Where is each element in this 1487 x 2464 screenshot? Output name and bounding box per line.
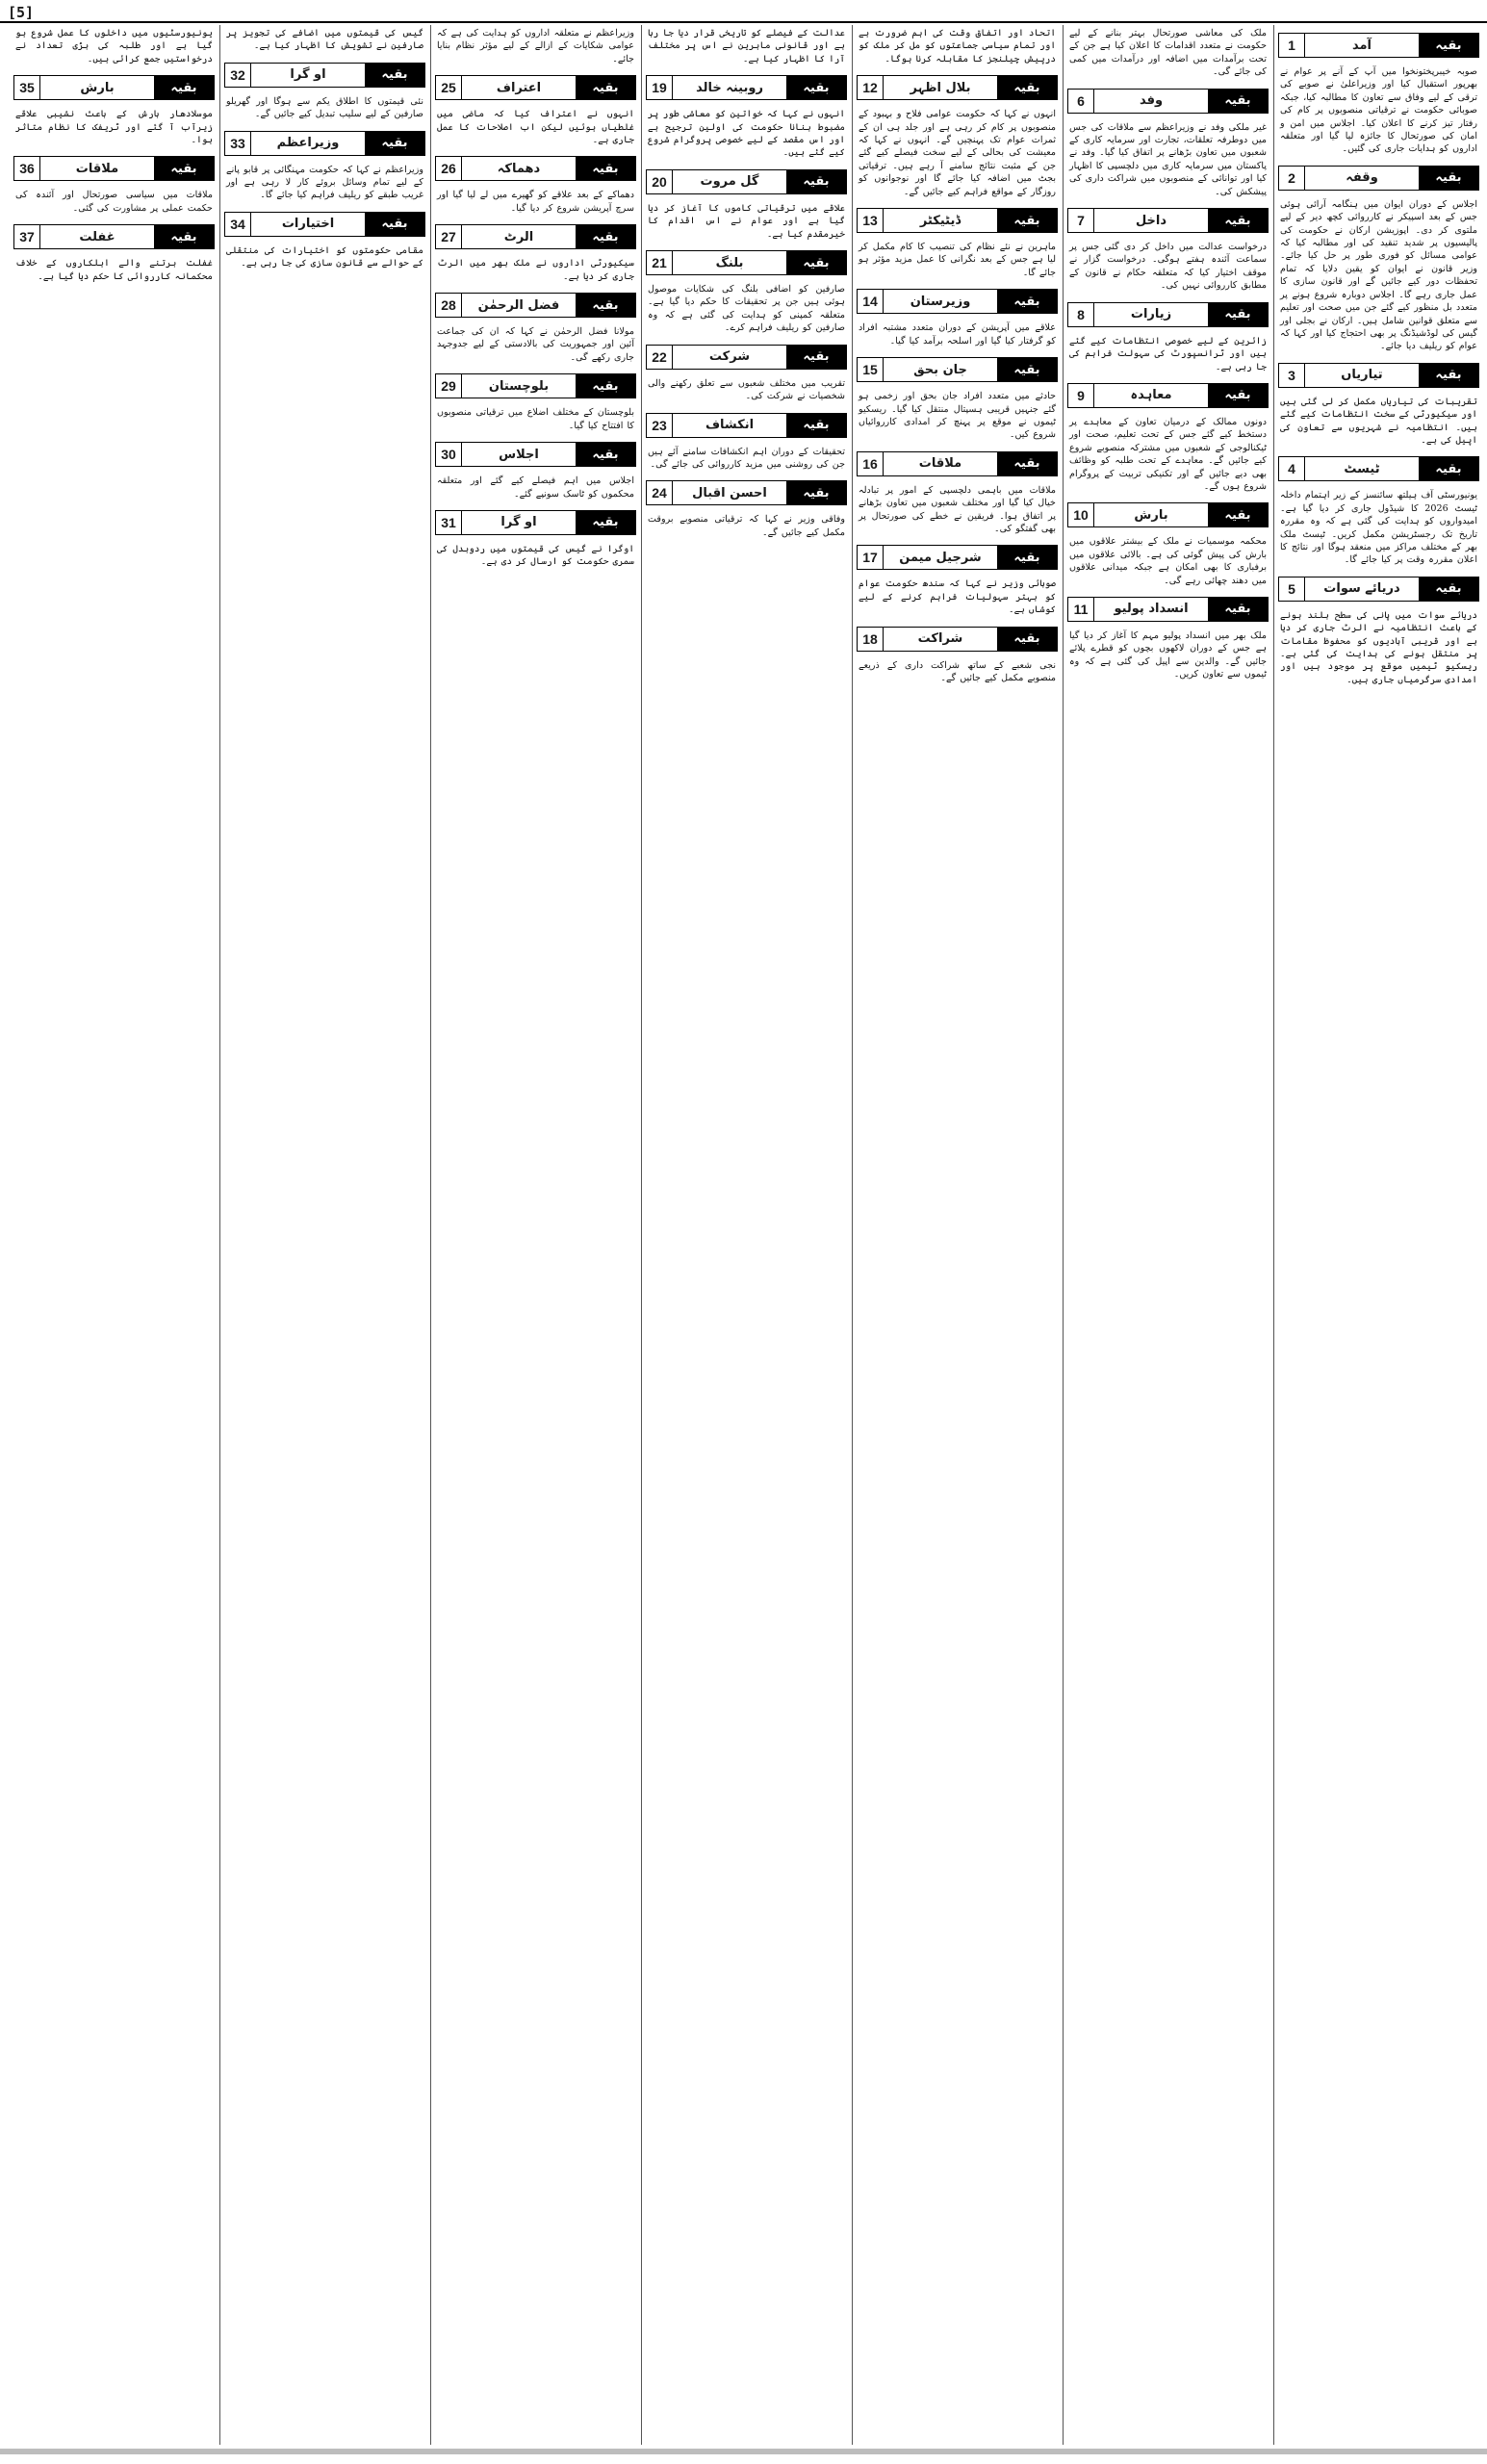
newspaper-page xyxy=(0,25,1487,2451)
kicker-title: فضل الرحمٰن xyxy=(477,297,560,313)
page-number: [5] xyxy=(8,4,35,21)
article-text: تحقیقات کے دوران اہم انکشافات سامنے آئے ہیں جن کی روشنی میں مزید کارروائی کی جائے گی۔ xyxy=(648,446,845,470)
continuation-kicker xyxy=(646,169,847,194)
continuation-kicker xyxy=(1278,456,1479,481)
article-text: تقریبات کی تیاریاں مکمل کر لی گئی ہیں اور سیکیورٹی کے سخت انتظامات کیے گئے ہیں۔ انتظامیہ نے شہریوں سے تعاون کی اپیل کی ہے۔ xyxy=(1280,396,1477,446)
column-rule xyxy=(1063,25,1064,2445)
kicker-number: 16 xyxy=(858,452,884,475)
article-text: علاقے میں ترقیاتی کاموں کا آغاز کر دیا گیا ہے اور عوام نے اس اقدام کا خیرمقدم کیا ہے۔ xyxy=(648,202,845,240)
kicker-tag: بقیہ xyxy=(1419,34,1478,57)
kicker-number: 12 xyxy=(858,76,884,99)
article-text: زائرین کے لیے خصوصی انتظامات کیے گئے ہیں اور ٹرانسپورٹ کی سہولت فراہم کی جا رہی ہے۔ xyxy=(1069,335,1267,372)
kicker-number: 31 xyxy=(436,511,462,534)
kicker-number: 18 xyxy=(858,628,884,651)
continuation-kicker xyxy=(1067,208,1269,233)
kicker-tag: بقیہ xyxy=(576,294,635,317)
article-text: علاقے میں آپریشن کے دوران متعدد مشتبہ افراد کو گرفتار کیا گیا اور اسلحہ برآمد کیا گیا۔ xyxy=(859,322,1056,346)
continuation-kicker xyxy=(224,131,425,156)
kicker-title: غفلت xyxy=(79,229,115,244)
article-text: ملک بھر میں انسداد پولیو مہم کا آغاز کر دیا گیا ہے جس کے دوران لاکھوں بچوں کو قطرے پلائے جائیں گے۔ والدین سے اپیل کی گئی ہے کہ وہ ٹیموں سے تعاون کریں۔ xyxy=(1069,629,1267,680)
continuation-kicker xyxy=(435,293,636,318)
article-text: موسلادھار بارش کے باعث نشیبی علاقے زیرآب آ گئے اور ٹریفک کا نظام متاثر ہوا۔ xyxy=(15,109,213,146)
kicker-number: 11 xyxy=(1068,598,1094,621)
continuation-kicker xyxy=(1067,597,1269,622)
continuation-kicker xyxy=(857,627,1058,652)
kicker-tag: بقیہ xyxy=(1419,457,1478,480)
continuation-kicker xyxy=(646,75,847,100)
kicker-title: ملاقات xyxy=(75,161,119,176)
column xyxy=(855,25,1060,2445)
kicker-tag: بقیہ xyxy=(997,452,1057,475)
kicker-number: 20 xyxy=(647,170,673,193)
kicker-number: 27 xyxy=(436,225,462,248)
article-text: ملاقات میں باہمی دلچسپی کے امور پر تبادلہ خیال کیا گیا اور مختلف شعبوں میں تعاون بڑھانے پر اتفاق ہوا۔ فریقین نے خطے کی صورتحال پر بھی گفتگو کی۔ xyxy=(859,484,1056,534)
kicker-tag: بقیہ xyxy=(1208,598,1268,621)
kicker-number: 1 xyxy=(1279,34,1305,57)
article-text: درخواست عدالت میں داخل کر دی گئی جس پر سماعت آئندہ ہفتے ہوگی۔ درخواست گزار نے موقف اختیار کیا کہ متعلقہ حکام نے قانون کے مطابق کارروائی نہیں کی۔ xyxy=(1069,242,1267,292)
continuation-kicker xyxy=(1278,166,1479,191)
kicker-tag: بقیہ xyxy=(997,546,1057,569)
kicker-tag: بقیہ xyxy=(576,157,635,180)
continuation-kicker xyxy=(1067,502,1269,527)
kicker-title: ڈیٹیکٹر xyxy=(919,213,961,228)
kicker-tag: بقیہ xyxy=(365,213,424,236)
kicker-tag: بقیہ xyxy=(786,251,846,274)
kicker-title: شرکت xyxy=(708,349,751,365)
column xyxy=(644,25,849,2445)
kicker-title: بارش xyxy=(80,80,115,95)
kicker-title: زیارات xyxy=(1130,307,1172,322)
article-text: دونوں ممالک کے درمیان تعاون کے معاہدے پر دستخط کیے گئے جس کے تحت تعلیم، صحت اور ٹیکنالوجی کے شعبوں میں مشترکہ منصوبے شروع کیے جائیں گے۔ معاہدے کے تحت طلبہ کو وظائف بھی دیے جائیں گے اور تکنیکی تربیت کے پروگرام شروع ہوں گے۔ xyxy=(1069,416,1267,492)
article-text: وفاقی وزیر نے کہا کہ ترقیاتی منصوبے بروقت مکمل کیے جائیں گے۔ xyxy=(648,514,845,538)
kicker-tag: بقیہ xyxy=(786,170,846,193)
continuation-kicker xyxy=(646,480,847,505)
article-text: سیکیورٹی اداروں نے ملک بھر میں الرٹ جاری کر دیا ہے۔ xyxy=(437,258,634,282)
kicker-title: تیاریاں xyxy=(1341,368,1383,383)
continuation-kicker xyxy=(646,345,847,370)
kicker-tag: بقیہ xyxy=(1208,209,1268,232)
kicker-title: او گرا xyxy=(500,515,537,530)
article-text: اوگرا نے گیس کی قیمتوں میں ردوبدل کی سمری حکومت کو ارسال کر دی ہے۔ xyxy=(437,543,634,568)
article-text: انہوں نے کہا کہ خواتین کو معاشی طور پر مضبوط بنانا حکومت کی اولین ترجیح ہے اور اس مقصد کے لیے خصوصی پروگرام شروع کیے گئے ہیں۔ xyxy=(648,109,845,159)
continuation-kicker xyxy=(435,156,636,181)
kicker-number: 2 xyxy=(1279,167,1305,190)
continuation-kicker xyxy=(857,545,1058,570)
kicker-number: 37 xyxy=(14,225,40,248)
kicker-tag: بقیہ xyxy=(786,481,846,504)
continuation-kicker xyxy=(1067,89,1269,114)
continuation-kicker xyxy=(13,75,215,100)
kicker-title: گل مروت xyxy=(700,174,759,190)
article-text: غفلت برتنے والے اہلکاروں کے خلاف محکمانہ کارروائی کا حکم دیا گیا ہے۔ xyxy=(15,258,213,282)
article-text: ملاقات میں سیاسی صورتحال اور آئندہ کی حکمت عملی پر مشاورت کی گئی۔ xyxy=(15,190,213,214)
continuation-kicker xyxy=(224,212,425,237)
kicker-title: ٹیسٹ xyxy=(1344,461,1380,476)
kicker-number: 7 xyxy=(1068,209,1094,232)
article-text: یونیورسٹی آف ہیلتھ سائنسز کے زیر اہتمام داخلہ ٹیسٹ 2026 کا شیڈول جاری کر دیا گیا ہے۔ امیدواروں کو ہدایت کی گئی ہے کہ وہ مقررہ تاریخ تک رجسٹریشن مکمل کریں۔ ٹیسٹ ملک بھر کے مختلف مراکز میں منعقد ہوگا اور نتائج کا اعلان مقررہ وقت پر کیا جائے گا۔ xyxy=(1280,490,1477,566)
article-text: انہوں نے کہا کہ حکومت عوامی فلاح و بہبود کے منصوبوں پر کام کر رہی ہے اور جلد ہی ان کے ثمرات عوام تک پہنچیں گے۔ انہوں نے کہا کہ معیشت کی بحالی کے لیے سخت فیصلے کیے گئے جن کے مثبت نتائج سامنے آ رہے ہیں۔ ترقیاتی بجٹ میں اضافہ کیا جائے گا اور نوجوانوں کو روزگار کے مواقع فراہم کیے جائیں گے۔ xyxy=(859,109,1056,197)
continuation-kicker xyxy=(857,451,1058,476)
kicker-title: وزیرستان xyxy=(910,294,971,309)
continuation-kicker xyxy=(857,357,1058,382)
kicker-title: اختیارات xyxy=(281,217,335,232)
kicker-number: 14 xyxy=(858,290,884,313)
article-text: نئی قیمتوں کا اطلاق یکم سے ہوگا اور گھریلو صارفین کے لیے سلیب تبدیل کیے جائیں گے۔ xyxy=(226,95,423,120)
column-rule xyxy=(852,25,853,2445)
continuation-kicker xyxy=(435,75,636,100)
kicker-number: 5 xyxy=(1279,578,1305,601)
continuation-kicker xyxy=(435,510,636,535)
kicker-tag: بقیہ xyxy=(997,358,1057,381)
kicker-number: 28 xyxy=(436,294,462,317)
kicker-number: 21 xyxy=(647,251,673,274)
kicker-title: وزیراعظم xyxy=(276,136,340,151)
kicker-number: 34 xyxy=(225,213,251,236)
article-text: وزیراعظم نے کہا کہ حکومت مہنگائی پر قابو پانے کے لیے تمام وسائل بروئے کار لا رہی ہے اور غریب طبقے کو ریلیف فراہم کیا جائے گا۔ xyxy=(226,164,423,201)
kicker-title: شرجیل میمن xyxy=(899,550,982,565)
kicker-tag: بقیہ xyxy=(365,132,424,155)
kicker-number: 26 xyxy=(436,157,462,180)
kicker-number: 19 xyxy=(647,76,673,99)
article-text: ملک کی معاشی صورتحال بہتر بنانے کے لیے حکومت نے متعدد اقدامات کا اعلان کیا ہے جن کے تحت برآمدات میں اضافہ اور درآمدات میں کمی کی جائے گی۔ xyxy=(1069,28,1267,78)
kicker-number: 22 xyxy=(647,346,673,369)
article-text: ماہرین نے نئے نظام کی تنصیب کا کام مکمل کر لیا ہے جس کے بعد نگرانی کا عمل مزید مؤثر ہو جائے گا۔ xyxy=(859,242,1056,278)
kicker-tag: بقیہ xyxy=(1208,384,1268,407)
kicker-number: 4 xyxy=(1279,457,1305,480)
article-text: مولانا فضل الرحمٰن نے کہا کہ ان کی جماعت آئین اور جمہوریت کی بالادستی کے لیے جدوجہد جاری رکھے گی۔ xyxy=(437,326,634,363)
column-rule xyxy=(641,25,642,2445)
article-text: مقامی حکومتوں کو اختیارات کی منتقلی کے حوالے سے قانون سازی کی جا رہی ہے۔ xyxy=(226,244,423,270)
kicker-number: 15 xyxy=(858,358,884,381)
kicker-number: 17 xyxy=(858,546,884,569)
kicker-title: شراکت xyxy=(917,631,963,647)
kicker-tag: بقیہ xyxy=(997,628,1057,651)
kicker-tag: بقیہ xyxy=(576,511,635,534)
article-text: دھماکے کے بعد علاقے کو گھیرے میں لے لیا گیا اور سرچ آپریشن شروع کر دیا گیا۔ xyxy=(437,190,634,214)
continuation-kicker xyxy=(857,75,1058,100)
kicker-tag: بقیہ xyxy=(786,414,846,437)
kicker-tag: بقیہ xyxy=(154,225,214,248)
continuation-kicker xyxy=(435,442,636,467)
continuation-kicker xyxy=(13,156,215,181)
kicker-title: انکشاف xyxy=(705,418,755,432)
article-text: اجلاس کے دوران ایوان میں ہنگامہ آرائی ہوئی جس کے بعد اسپیکر نے کارروائی کچھ دیر کے لیے ملتوی کر دی۔ اپوزیشن ارکان نے حکومت کی پالیسیوں پر شدید تنقید کی اور مطالبہ کیا کہ عوامی مسائل کو فوری طور پر حل کیا جائے۔ وزیر قانون نے ایوان کو یقین دلایا کہ تمام تحفظات دور کیے جائیں گے اور قانون سازی کا عمل جاری رہے گا۔ اجلاس دوبارہ شروع ہونے پر متعدد بل منظور کیے گئے جن میں صحت اور تعلیم سے متعلق قوانین شامل ہیں۔ ارکان نے بجلی اور گیس کی لوڈشیڈنگ پر بھی احتجاج کیا اور کہا کہ عوام کو ریلیف دیا جائے۔ xyxy=(1280,198,1477,352)
kicker-title: ملاقات xyxy=(918,456,962,472)
kicker-number: 24 xyxy=(647,481,673,504)
kicker-title: انسداد پولیو xyxy=(1114,602,1189,617)
continuation-kicker xyxy=(1278,33,1479,58)
kicker-tag: بقیہ xyxy=(1419,578,1478,601)
kicker-number: 30 xyxy=(436,443,462,466)
kicker-number: 13 xyxy=(858,209,884,232)
kicker-number: 9 xyxy=(1068,384,1094,407)
kicker-title: بلنگ xyxy=(715,255,744,270)
kicker-number: 23 xyxy=(647,414,673,437)
article-text: بلوچستان کے مختلف اضلاع میں ترقیاتی منصوبوں کا افتتاح کیا گیا۔ xyxy=(437,407,634,431)
kicker-title: بارش xyxy=(1134,507,1168,523)
article-text: یونیورسٹیوں میں داخلوں کا عمل شروع ہو گیا ہے اور طلبہ کی بڑی تعداد نے درخواستیں جمع کرائی ہیں۔ xyxy=(15,28,213,64)
continuation-kicker xyxy=(646,413,847,438)
article-text: صوبائی وزیر نے کہا کہ سندھ حکومت عوام کو بہتر سہولیات فراہم کرنے کے لیے کوشاں ہے۔ xyxy=(859,578,1056,616)
article-text: صوبہ خیبرپختونخوا میں آپ کے آنے پر عوام نے بھرپور استقبال کیا اور وزیراعلیٰ نے صوبے کی ترقی کے لیے وفاق سے تعاون کا مطالبہ کیا، جبکہ صوبائی حکومت نے ترقیاتی منصوبوں پر کام کی رفتار تیز کرنے کا اعلان کیا۔ اجلاس میں امن و امان کی صورتحال کا جائزہ لیا گیا اور متعلقہ اداروں کو ہدایات جاری کی گئیں۔ xyxy=(1280,66,1477,155)
kicker-tag: بقیہ xyxy=(576,225,635,248)
kicker-number: 6 xyxy=(1068,90,1094,113)
article-text: غیر ملکی وفد نے وزیراعظم سے ملاقات کی جس میں دوطرفہ تعلقات، تجارت اور سرمایہ کاری کے شعبوں میں تعاون بڑھانے پر اتفاق کیا گیا۔ وفد نے پاکستان میں سرمایہ کاری میں دلچسپی کا اظہار کیا اور توانائی کے منصوبوں میں شراکت داری کی پیشکش کی۔ xyxy=(1069,121,1267,197)
article-text: دریائے سوات میں پانی کی سطح بلند ہونے کے باعث انتظامیہ نے الرٹ جاری کر دیا ہے اور قریبی آبادیوں کو محفوظ مقامات پر منتقل ہونے کی ہدایت کی گئی ہے۔ ریسکیو ٹیمیں موقع پر موجود ہیں اور امدادی سرگرمیاں جاری ہیں۔ xyxy=(1280,609,1477,685)
kicker-tag: بقیہ xyxy=(786,346,846,369)
kicker-number: 35 xyxy=(14,76,40,99)
kicker-tag: بقیہ xyxy=(1419,364,1478,387)
top-rule xyxy=(0,21,1487,23)
article-text: عدالت کے فیصلے کو تاریخی قرار دیا جا رہا ہے اور قانونی ماہرین نے اس پر مختلف آرا کا اظہار کیا ہے۔ xyxy=(648,28,845,64)
continuation-kicker xyxy=(435,224,636,249)
kicker-tag: بقیہ xyxy=(1419,167,1478,190)
continuation-kicker xyxy=(435,373,636,398)
column-rule xyxy=(219,25,220,2445)
bottom-rule xyxy=(0,2449,1487,2454)
kicker-title: او گرا xyxy=(290,67,326,83)
kicker-tag: بقیہ xyxy=(1208,503,1268,526)
article-text: نجی شعبے کے ساتھ شراکت داری کے ذریعے منصوبے مکمل کیے جائیں گے۔ xyxy=(859,659,1056,683)
kicker-title: الرٹ xyxy=(503,229,534,244)
kicker-tag: بقیہ xyxy=(576,76,635,99)
continuation-kicker xyxy=(857,289,1058,314)
continuation-kicker xyxy=(646,250,847,275)
column xyxy=(433,25,638,2445)
kicker-number: 32 xyxy=(225,64,251,87)
kicker-title: بلوچستان xyxy=(488,378,550,394)
column xyxy=(1276,25,1481,2445)
article-text: صارفین کو اضافی بلنگ کی شکایات موصول ہوئی ہیں جن پر تحقیقات کا حکم دیا گیا ہے۔ متعلقہ کمپنی کو ہدایت کی گئی ہے کہ وہ صارفین کو ریلیف فراہم کرے۔ xyxy=(648,284,845,334)
article-text: وزیراعظم نے متعلقہ اداروں کو ہدایت کی ہے کہ عوامی شکایات کے ازالے کے لیے مؤثر نظام بنایا جائے۔ xyxy=(437,28,634,64)
article-text: گیس کی قیمتوں میں اضافے کی تجویز پر صارفین نے تشویش کا اظہار کیا ہے۔ xyxy=(226,28,423,52)
article-text: حادثے میں متعدد افراد جان بحق اور زخمی ہو گئے جنہیں قریبی ہسپتال منتقل کیا گیا۔ ریسکیو ٹیموں نے موقع پر پہنچ کر امدادی کارروائیاں شروع کیں۔ xyxy=(859,391,1056,441)
kicker-title: اعتراف xyxy=(496,80,542,95)
article-text: تقریب میں مختلف شعبوں سے تعلق رکھنے والی شخصیات نے شرکت کی۔ xyxy=(648,377,845,402)
continuation-kicker xyxy=(1067,383,1269,408)
kicker-title: معاہدہ xyxy=(1130,388,1172,403)
kicker-tag: بقیہ xyxy=(1208,303,1268,326)
continuation-kicker xyxy=(224,63,425,88)
kicker-number: 8 xyxy=(1068,303,1094,326)
kicker-title: آمد xyxy=(1351,38,1372,53)
kicker-tag: بقیہ xyxy=(576,374,635,398)
kicker-title: دریائے سوات xyxy=(1323,581,1400,597)
article-text: اجلاس میں اہم فیصلے کیے گئے اور متعلقہ محکموں کو ٹاسک سونپے گئے۔ xyxy=(437,475,634,500)
kicker-title: روبینہ خالد xyxy=(696,80,763,95)
kicker-tag: بقیہ xyxy=(576,443,635,466)
kicker-number: 36 xyxy=(14,157,40,180)
kicker-title: احسن اقبال xyxy=(692,485,767,500)
kicker-number: 33 xyxy=(225,132,251,155)
kicker-tag: بقیہ xyxy=(154,76,214,99)
kicker-title: وفد xyxy=(1139,93,1164,109)
kicker-tag: بقیہ xyxy=(365,64,424,87)
article-text: اتحاد اور اتفاق وقت کی اہم ضرورت ہے اور تمام سیاسی جماعتوں کو مل کر ملک کو درپیش چیلنجز کا مقابلہ کرنا ہوگا۔ xyxy=(859,28,1056,64)
continuation-kicker xyxy=(1067,302,1269,327)
column xyxy=(1065,25,1270,2445)
kicker-number: 3 xyxy=(1279,364,1305,387)
kicker-title: داخل xyxy=(1135,213,1167,228)
kicker-number: 10 xyxy=(1068,503,1094,526)
kicker-title: دھماکہ xyxy=(497,161,541,176)
continuation-kicker xyxy=(1278,577,1479,602)
kicker-number: 25 xyxy=(436,76,462,99)
kicker-tag: بقیہ xyxy=(786,76,846,99)
continuation-kicker xyxy=(1278,363,1479,388)
article-text: انہوں نے اعتراف کیا کہ ماضی میں غلطیاں ہوئیں لیکن اب اصلاحات کا عمل جاری ہے۔ xyxy=(437,109,634,146)
continuation-kicker xyxy=(857,208,1058,233)
continuation-kicker xyxy=(13,224,215,249)
kicker-tag: بقیہ xyxy=(997,290,1057,313)
article-text: محکمہ موسمیات نے ملک کے بیشتر علاقوں میں بارش کی پیش گوئی کی ہے۔ بالائی علاقوں میں برفباری کا بھی امکان ہے جبکہ میدانی علاقوں میں دھند چھائی رہے گی۔ xyxy=(1069,536,1267,586)
kicker-tag: بقیہ xyxy=(1208,90,1268,113)
kicker-number: 29 xyxy=(436,374,462,398)
kicker-title: اجلاس xyxy=(499,447,539,462)
kicker-title: جان بحق xyxy=(913,362,967,377)
kicker-tag: بقیہ xyxy=(997,76,1057,99)
column xyxy=(12,25,217,2445)
kicker-title: وقفہ xyxy=(1346,170,1378,186)
column xyxy=(222,25,427,2445)
kicker-title: بلال اظہر xyxy=(910,80,971,95)
column-rule xyxy=(1273,25,1274,2445)
kicker-tag: بقیہ xyxy=(154,157,214,180)
column-rule xyxy=(430,25,431,2445)
kicker-tag: بقیہ xyxy=(997,209,1057,232)
